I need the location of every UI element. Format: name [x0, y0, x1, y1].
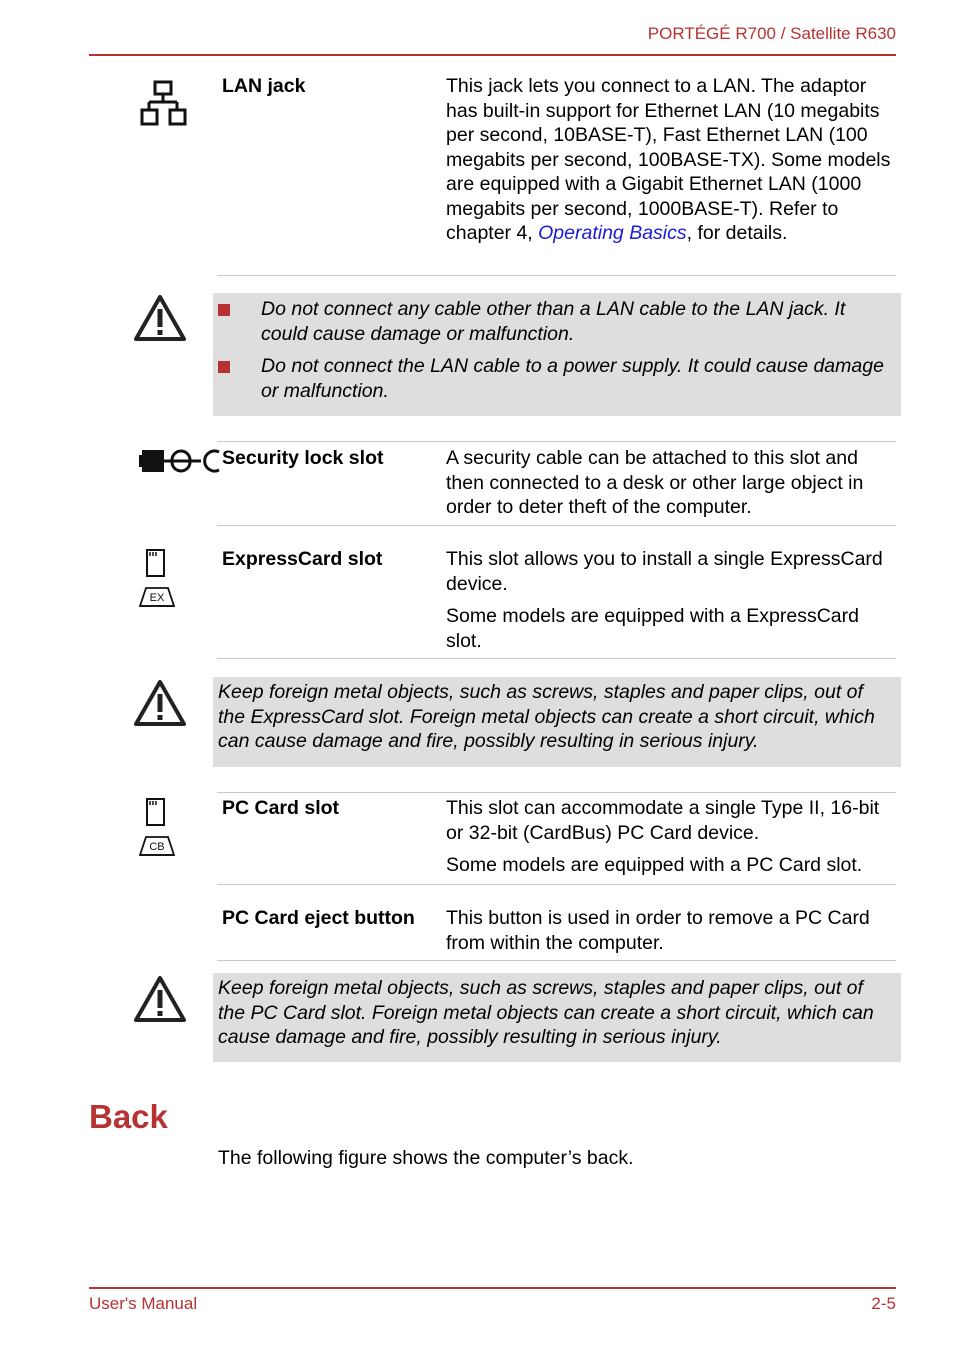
- pccard-eject-description: This button is used in order to remove a PC Card from within the computer.: [446, 907, 870, 954]
- footer-rule: [89, 1287, 896, 1289]
- expresscard-warning-text: Keep foreign metal objects, such as screws, staples and paper clips, out of the ExpressCard slot. Foreign metal objects can create a short circuit, which can cause damage and fire, possibly resulting in serious injury.: [218, 681, 875, 752]
- lan-jack-term: LAN jack: [222, 75, 306, 97]
- pccard-icon: [138, 797, 178, 859]
- security-lock-icon: [139, 446, 223, 476]
- section-body: The following figure shows the computer’s back.: [218, 1147, 634, 1169]
- divider: [217, 525, 896, 526]
- divider: [217, 658, 896, 659]
- security-lock-description: A security cable can be attached to this slot and then connected to a desk or other large object in order to deter theft of the computer.: [446, 447, 864, 518]
- operating-basics-link[interactable]: Operating Basics: [538, 222, 687, 244]
- pccard-eject-term: PC Card eject button: [222, 907, 415, 929]
- bullet-square-icon: [218, 304, 230, 316]
- svg-text:CB: CB: [149, 841, 165, 853]
- pccard-warning-text: Keep foreign metal objects, such as screws, staples and paper clips, out of the PC Card slot. Foreign metal objects can create a short circuit, which can cause damage and fire, possibly resulting in serious injury.: [218, 977, 874, 1048]
- network-icon: [139, 80, 189, 128]
- header-rule: [89, 54, 896, 56]
- lan-jack-description: This jack lets you connect to a LAN. The adaptor has built-in support for Ethernet LAN (10 megabits per second, 10BASE-T), Fast Ethernet LAN (100 megabits per second, 100BASE-TX). Some models are equipped with a Gigabit Ethernet LAN (1000 megabits per second, 1000BASE-T). Refer to chapter 4, Operating Basics, for details.: [446, 75, 891, 244]
- divider: [217, 884, 896, 885]
- warning-icon: [133, 294, 187, 342]
- divider: [217, 792, 896, 793]
- warning-icon: [133, 975, 187, 1023]
- security-lock-term: Security lock slot: [222, 447, 384, 469]
- pccard-term: PC Card slot: [222, 797, 340, 819]
- svg-text:EX: EX: [149, 592, 165, 604]
- running-header: PORTÉGÉ R700 / Satellite R630: [647, 24, 896, 43]
- pccard-warning-box: [213, 973, 901, 1062]
- expresscard-description: This slot allows you to install a single ExpressCard device. Some models are equipped with a ExpressCard slot.: [446, 548, 883, 652]
- page-number: 2-5: [871, 1294, 896, 1313]
- footer-manual-title: User's Manual: [89, 1294, 198, 1313]
- expresscard-warning-box: [213, 677, 901, 767]
- divider: [217, 441, 896, 442]
- expresscard-term: ExpressCard slot: [222, 548, 383, 570]
- lan-warning-box: Do not connect any cable other than a LAN cable to the LAN jack. It could cause damage or malfunction. Do not connect the LAN cable to a power supply. It could cause damage or malfunction.: [213, 293, 901, 416]
- divider: [217, 275, 896, 276]
- pccard-description: This slot can accommodate a single Type II, 16-bit or 32-bit (CardBus) PC Card device. Some models are equipped with a PC Card slot.: [446, 797, 880, 876]
- divider: [217, 960, 896, 961]
- bullet-square-icon: [218, 361, 230, 373]
- warning-icon: [133, 679, 187, 727]
- expresscard-icon: [138, 548, 178, 610]
- section-title-back: Back: [89, 1098, 168, 1135]
